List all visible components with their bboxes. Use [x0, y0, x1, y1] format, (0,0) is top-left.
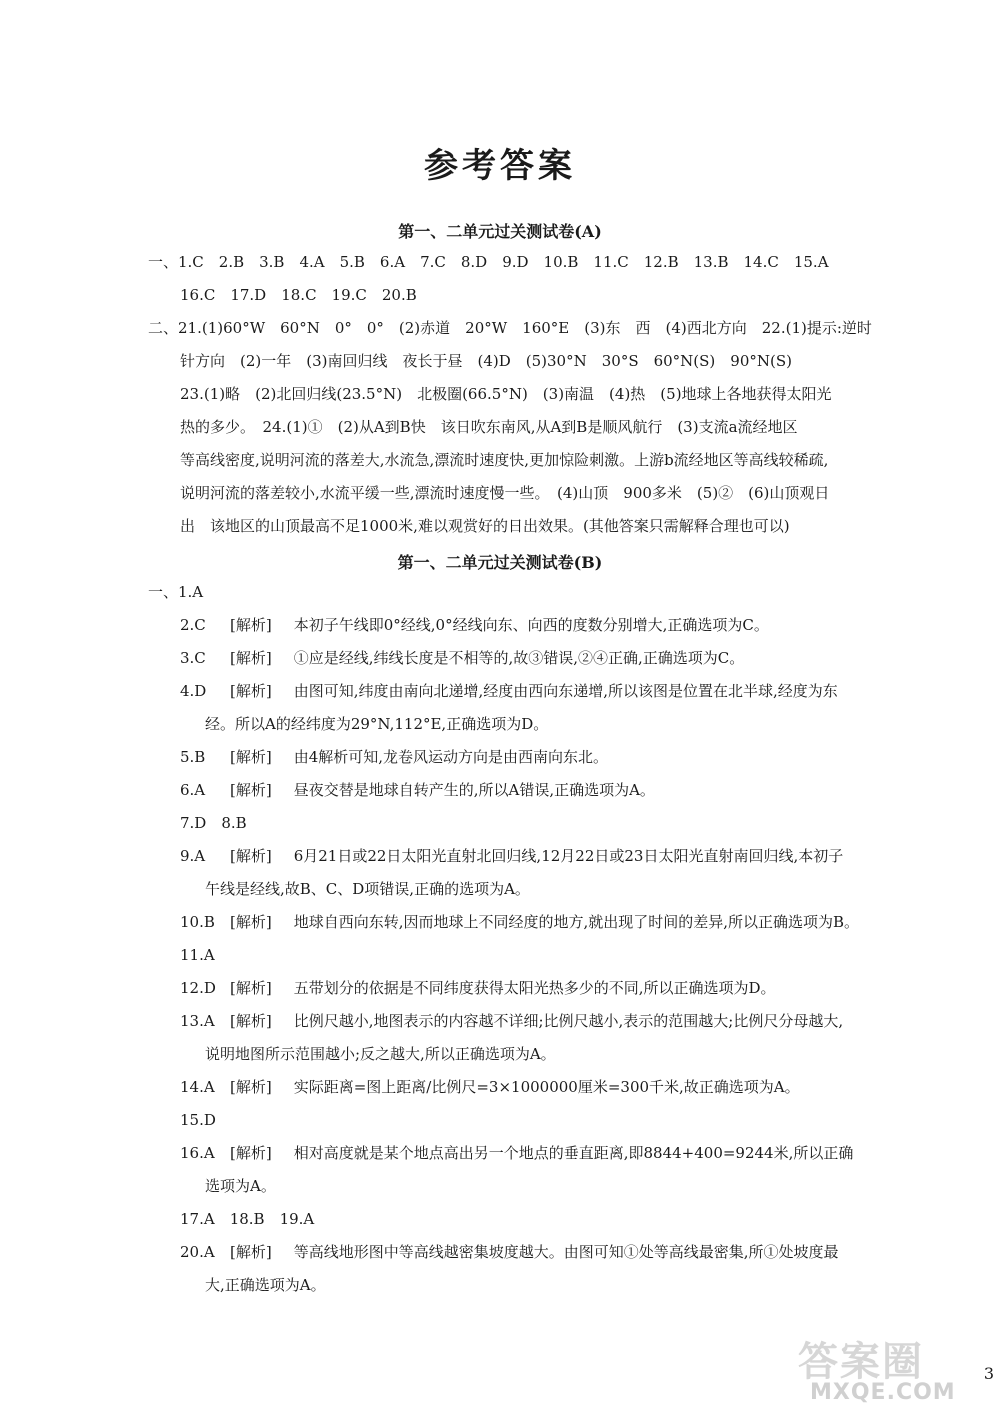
analysis-text: 地球自西向东转,因而地球上不同经度的地方,就出现了时间的差异,所以正确选项为B。 [293, 913, 860, 931]
a-line: 出 该地区的山顶最高不足1000米,难以观赏好的日出效果。(其他答案只需解释合理也可以) [180, 517, 790, 535]
b-line [180, 1011, 843, 1031]
question-number: 15.D [180, 1111, 216, 1129]
analysis-tag: [解析] [230, 748, 272, 766]
page-number: 3 [983, 1364, 994, 1383]
analysis-tag: [解析] [230, 781, 272, 799]
b-line [180, 681, 838, 701]
analysis-tag: [解析] [230, 1012, 272, 1030]
analysis-text: 由4解析可知,龙卷风运动方向是由西南向东北。 [293, 748, 609, 766]
question-number: 2.C [180, 616, 206, 634]
analysis-text: 6月21日或22日太阳光直射北回归线,12月22日或23日太阳光直射南回归线,本初子 [293, 847, 844, 865]
b-line [180, 780, 655, 800]
question-number: 6.A [180, 781, 206, 799]
b-line [180, 1110, 224, 1130]
analysis-text: 大,正确选项为A。 [205, 1276, 326, 1294]
b-line [180, 1077, 800, 1097]
analysis-tag: [解析] [230, 913, 272, 931]
analysis-tag: [解析] [230, 682, 272, 700]
page-title: 参考答案 [424, 146, 576, 186]
section-a-title: 第一、二单元过关测试卷(A) [398, 222, 602, 241]
b-line [205, 714, 548, 734]
watermark-url: MXQE.COM [810, 1380, 956, 1405]
question-number: 20.A [180, 1243, 215, 1261]
analysis-text: 本初子午线即0°经线,0°经线向东、向西的度数分别增大,正确选项为C。 [293, 616, 769, 634]
analysis-tag: [解析] [230, 1243, 272, 1261]
question-number: 9.A [180, 847, 206, 865]
a-line: 23.(1)略 (2)北回归线(23.5°N) 北极圈(66.5°N) (3)南温 (4)热 (5)地球上各地获得太阳光 [180, 385, 832, 403]
question-number: 4.D [180, 682, 207, 700]
question-number: 13.A [180, 1012, 215, 1030]
b-line [180, 1242, 839, 1262]
a-line: 等高线密度,说明河流的落差大,水流急,漂流时速度快,更加惊险刺激。上游b流经地区等高线较稀疏, [180, 451, 829, 469]
a-line: 二、21.(1)60°W 60°N 0° 0° (2)赤道 20°W 160°E (3)东 西 (4)西北方向 22.(1)提示:逆时 [148, 319, 872, 337]
b-line [180, 1209, 314, 1229]
analysis-text: 说明地图所示范围越小;反之越大,所以正确选项为A。 [205, 1045, 556, 1063]
b-line [205, 1275, 326, 1295]
analysis-text: 选项为A。 [205, 1177, 276, 1195]
analysis-tag: [解析] [230, 616, 272, 634]
analysis-tag: [解析] [230, 1078, 272, 1096]
b-line [205, 1044, 556, 1064]
b-line [180, 978, 776, 998]
analysis-text: 由图可知,纬度由南向北递增,经度由西向东递增,所以该图是位置在北半球,经度为东 [293, 682, 838, 700]
analysis-tag: [解析] [230, 1144, 272, 1162]
a-line: 针方向 (2)一年 (3)南回归线 夜长于昼 (4)D (5)30°N 30°S 60°N(S) 90°N(S) [180, 352, 792, 370]
section-b-title: 第一、二单元过关测试卷(B) [397, 553, 603, 572]
b-line [180, 1143, 853, 1163]
question-number: 3.C [180, 649, 206, 667]
analysis-text: 五带划分的依据是不同纬度获得太阳光热多少的不同,所以正确选项为D。 [293, 979, 776, 997]
analysis-text: 比例尺越小,地图表示的内容越不详细;比例尺越小,表示的范围越大;比例尺分母越大, [293, 1012, 844, 1030]
analysis-text: ①应是经线,纬线长度是不相等的,故③错误,②④正确,正确选项为C。 [293, 649, 745, 667]
b-line [180, 747, 608, 767]
analysis-text: 相对高度就是某个地点高出另一个地点的垂直距离,即8844+400=9244米,所以正确 [293, 1144, 854, 1162]
watermark-text: 答案圈 [798, 1339, 924, 1385]
b-line [148, 582, 203, 602]
analysis-text: 实际距离=图上距离/比例尺=3×1000000厘米=300千米,故正确选项为A。 [293, 1078, 800, 1096]
b-line [180, 945, 224, 965]
question-number: 17.A 18.B 19.A [180, 1210, 315, 1228]
a-line: 一、1.C 2.B 3.B 4.A 5.B 6.A 7.C 8.D 9.D 10.B 11.C 12.B 13.B 14.C 15.A [148, 253, 829, 271]
question-number: 10.B [180, 913, 215, 931]
analysis-text: 经。所以A的经纬度为29°N,112°E,正确选项为D。 [205, 715, 549, 733]
question-number: 12.D [180, 979, 216, 997]
a-line: 说明河流的落差较小,水流平缓一些,漂流时速度慢一些。 (4)山顶 900多米 (5)② (6)山顶观日 [180, 484, 830, 502]
analysis-tag: [解析] [230, 649, 272, 667]
analysis-text: 昼夜交替是地球自转产生的,所以A错误,正确选项为A。 [293, 781, 655, 799]
watermark-logo [780, 1330, 980, 1410]
b-line [205, 1176, 276, 1196]
analysis-text: 午线是经线,故B、C、D项错误,正确的选项为A。 [205, 880, 530, 898]
b-line [180, 912, 859, 932]
question-number: 5.B [180, 748, 206, 766]
question-number: 11.A [180, 946, 215, 964]
a-line: 16.C 17.D 18.C 19.C 20.B [180, 286, 417, 304]
b-line [205, 879, 530, 899]
b-line [180, 648, 744, 668]
question-number: 16.A [180, 1144, 215, 1162]
b-line [180, 615, 769, 635]
question-number: 一、1.A [148, 583, 204, 601]
question-number: 14.A [180, 1078, 215, 1096]
analysis-tag: [解析] [230, 979, 272, 997]
question-number: 7.D 8.B [180, 814, 247, 832]
b-line [180, 846, 843, 866]
analysis-tag: [解析] [230, 847, 272, 865]
b-line [180, 813, 247, 833]
a-line: 热的多少。 24.(1)① (2)从A到B快 该日吹东南风,从A到B是顺风航行 (3)支流a流经地区 [180, 418, 798, 436]
analysis-text: 等高线地形图中等高线越密集坡度越大。由图可知①处等高线最密集,所①处坡度最 [293, 1243, 839, 1261]
